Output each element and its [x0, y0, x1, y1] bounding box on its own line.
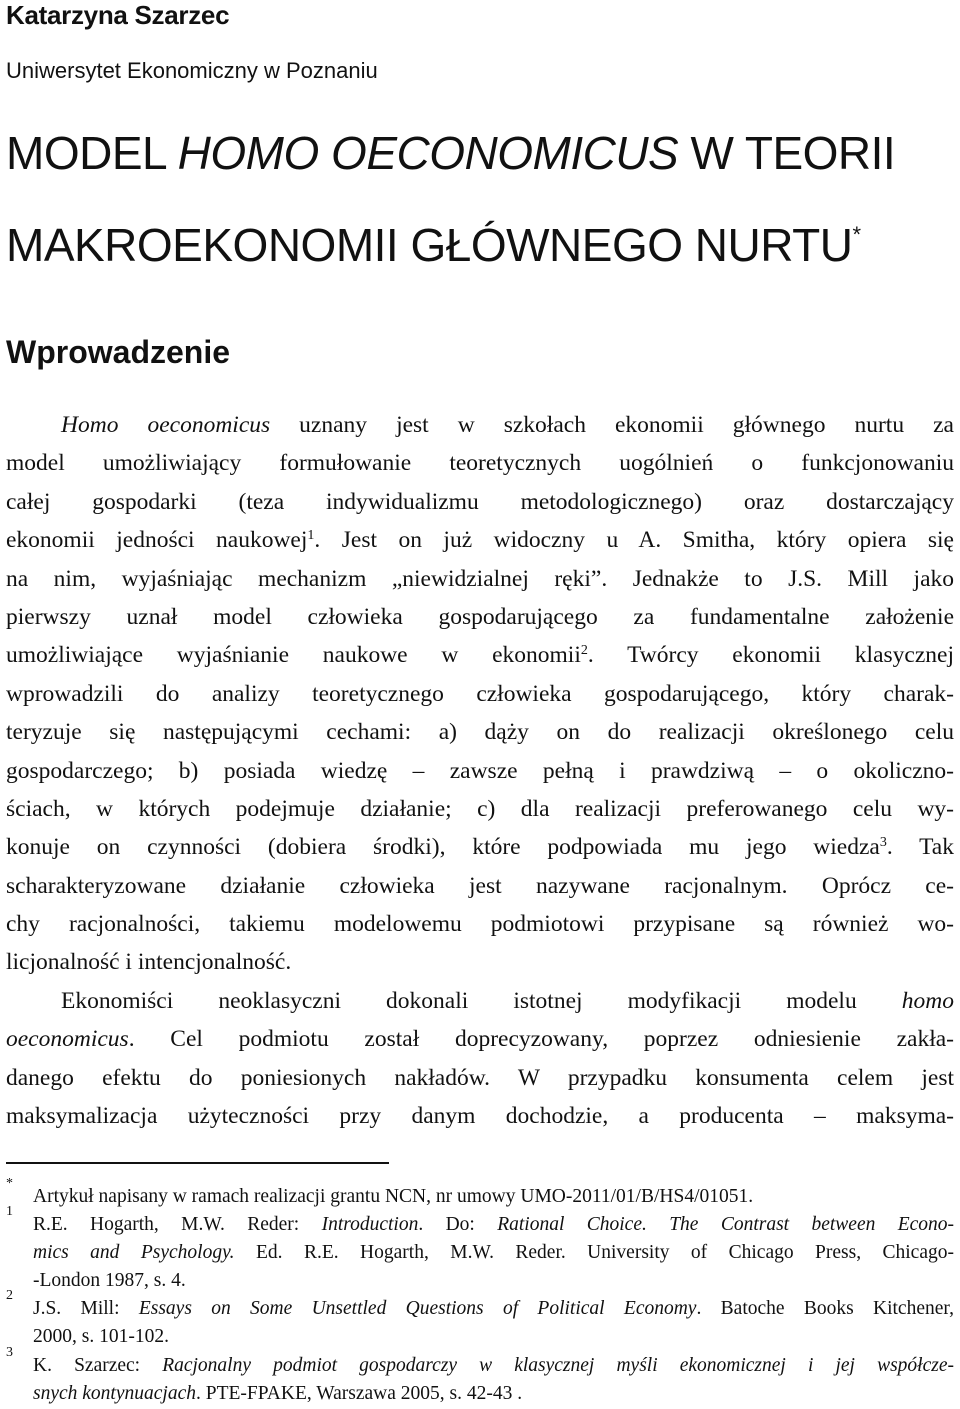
- footnote-marker: 1: [6, 1204, 13, 1220]
- body-line: całej gospodarki (teza indywidualizmu metodologicznego) oraz dostarczający: [6, 488, 954, 515]
- body-line: konuje on czynności (dobiera środki), które podpowiada mu jego wiedza$^3$. Tak: [6, 834, 954, 861]
- footnote-text: 2000, s. 101-102.: [33, 1326, 169, 1348]
- article-title-line-2: [6, 218, 861, 272]
- body-line: licjonalność i intencjonalność.: [6, 949, 292, 976]
- footnote-separator: [6, 1162, 389, 1164]
- footnote-ref: 3: [879, 835, 887, 851]
- author-name: Katarzyna Szarzec: [6, 0, 230, 30]
- article-title-line-1: [6, 126, 895, 180]
- title-text: W TEORII: [678, 127, 896, 179]
- title-text: MAKROEKONOMII GŁÓWNEGO NURTU: [6, 219, 853, 271]
- footnote-2: [6, 1288, 954, 1323]
- footnote-text: R.E. Hogarth, M.W. Reder: Introduction. Do: Rational Choice. The Contrast between Econo-: [33, 1214, 955, 1236]
- footnote-3-cont: [6, 1380, 954, 1408]
- author-affiliation: Uniwersytet Ekonomiczny w Poznaniu: [6, 58, 378, 83]
- title-text: MODEL: [6, 127, 178, 179]
- footnote-ref: 2: [580, 643, 588, 659]
- title-italic-term: HOMO OECONOMICUS: [177, 127, 679, 179]
- italic-term: Homo oeconomicus: [61, 412, 271, 438]
- body-line: scharakteryzowane działanie człowieka jest nazywane racjonalnym. Oprócz ce-: [6, 872, 954, 899]
- body-line: pierwszy uznał model człowieka gospodarującego za fundamentalne założenie: [6, 603, 954, 630]
- italic-term: homo: [901, 987, 954, 1014]
- body-line: Homo oeconomicus uznany jest w szkołach ekonomii głównego nurtu za: [61, 412, 954, 438]
- italic-term: oeconomicus: [6, 1026, 129, 1053]
- body-line: chy racjonalności, takiemu modelowemu podmiotowi przypisane są również wo-: [6, 911, 954, 938]
- footnote-2-cont: [6, 1323, 954, 1351]
- section-heading: Wprowadzenie: [6, 334, 231, 370]
- body-line: model umożliwiający formułowanie teoretycznych uogólnień o funkcjonowaniu: [6, 450, 954, 477]
- body-line: Ekonomiści neoklasyczni dokonali istotnej modyfikacji modelu homo: [61, 987, 954, 1014]
- footnote-text: -London 1987, s. 4.: [33, 1270, 186, 1292]
- footnote-1-cont: [6, 1267, 954, 1295]
- body-line: wprowadzili do analizy teoretycznego człowieka gospodarującego, który charak-: [6, 680, 954, 707]
- footnote-3: [6, 1344, 954, 1380]
- footnote-text: Artykuł napisany w ramach realizacji grantu NCN, nr umowy UMO-2011/01/B/HS4/01051.: [33, 1186, 754, 1207]
- footnote-star: [6, 1176, 954, 1211]
- footnote-text: snych kontynuacjach. PTE-FPAKE, Warszawa 2005, s. 42-43 .: [33, 1382, 523, 1404]
- body-line: oeconomicus. Cel podmiotu został doprecyzowany, poprzez odniesienie zakła-: [6, 1026, 954, 1053]
- footnote-marker: 3: [6, 1344, 13, 1360]
- body-line: maksymalizacja użyteczności przy danym dochodzie, a producenta – maksyma-: [6, 1103, 954, 1130]
- footnote-ref: 1: [307, 528, 315, 544]
- footnote-text: mics and Psychology. Ed. R.E. Hogarth, M.W. Reder. University of Chicago Press, Chicago-: [33, 1242, 954, 1264]
- footnote-1-cont: [6, 1239, 954, 1267]
- body-line: ekonomii jedności naukowej$^1$. Jest on już widoczny u A. Smitha, który opiera się: [6, 527, 954, 554]
- footnote-1: [6, 1204, 955, 1239]
- body-text: [6, 406, 954, 1135]
- title-footnote-marker: *: [852, 222, 861, 247]
- body-line: ściach, w których podejmuje działanie; c) dla realizacji preferowanego celu wy-: [6, 795, 954, 822]
- footnote-text: K. Szarzec: Racjonalny podmiot gospodarczy w klasycznej myśli ekonomicznej i jej współcze-: [33, 1354, 954, 1376]
- body-line: na nim, wyjaśniając mechanizm „niewidzialnej ręki”. Jednakże to J.S. Mill jako: [6, 565, 954, 592]
- body-line: umożliwiające wyjaśnianie naukowe w ekonomii$^2$. Twórcy ekonomii klasycznej: [6, 642, 954, 669]
- footnote-text: J.S. Mill: Essays on Some Unsettled Questions of Political Economy. Batoche Books Kitchener,: [33, 1298, 954, 1320]
- body-line: danego efektu do poniesionych nakładów. W przypadku konsumenta celem jest: [6, 1064, 954, 1091]
- footnote-marker: 2: [6, 1288, 13, 1304]
- body-line: teryzuje się następującymi cechami: a) dąży on do realizacji określonego celu: [6, 719, 954, 746]
- footnotes: [6, 1176, 955, 1408]
- body-line: gospodarczego; b) posiada wiedzę – zawsze pełną i prawdziwą – o okoliczno-: [6, 757, 954, 784]
- footnote-marker: *: [6, 1176, 13, 1191]
